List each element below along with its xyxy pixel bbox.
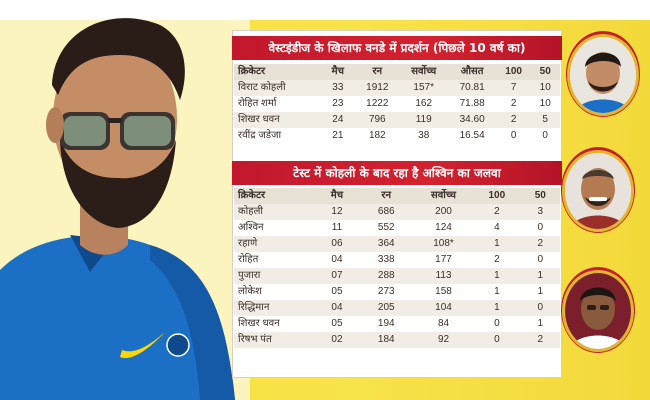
player-avatar-1 bbox=[570, 37, 636, 113]
cell-matches: 04 bbox=[331, 302, 343, 313]
table-row bbox=[234, 96, 560, 112]
column-header-hundreds: 100 bbox=[488, 190, 506, 201]
cell-fifties: 0 bbox=[537, 222, 544, 233]
avatar bbox=[562, 150, 634, 232]
table-row bbox=[234, 316, 560, 332]
cell-fifties: 2 bbox=[537, 334, 544, 345]
cell-hundreds: 2 bbox=[494, 254, 500, 265]
odi-table-title: वेस्टइंडीज के खिलाफ वनडे में प्रदर्शन (पिछले 10 वर्ष का) bbox=[232, 36, 562, 60]
cell-average: 71.88 bbox=[459, 98, 485, 109]
table-row bbox=[234, 252, 560, 268]
cell-runs: 205 bbox=[377, 302, 395, 313]
cell-hundreds: 2 bbox=[494, 206, 500, 217]
cell-cricketer: विराट कोहली bbox=[238, 82, 286, 93]
cell-runs: 552 bbox=[377, 222, 395, 233]
table-row bbox=[234, 268, 560, 284]
cell-cricketer: अश्विन bbox=[238, 222, 264, 233]
cell-hundreds: 0 bbox=[494, 334, 500, 345]
player-avatar-3 bbox=[565, 273, 631, 349]
player-portrait bbox=[0, 0, 250, 400]
table-row bbox=[234, 284, 560, 300]
cell-highest: 124 bbox=[435, 222, 452, 233]
column-header-hundreds: 100 bbox=[505, 66, 522, 77]
test-stats-table bbox=[234, 188, 560, 348]
table-row bbox=[234, 220, 560, 236]
cell-runs: 288 bbox=[377, 270, 395, 281]
table-row bbox=[234, 332, 560, 348]
cell-hundreds: 2 bbox=[510, 98, 517, 109]
column-header-matches: मैच bbox=[331, 66, 345, 77]
column-header-highest: सर्वोच्च bbox=[430, 190, 457, 201]
cell-cricketer: पुजारा bbox=[238, 270, 261, 281]
cell-matches: 21 bbox=[332, 130, 344, 141]
cell-fifties: 10 bbox=[539, 98, 551, 109]
cell-runs: 338 bbox=[377, 254, 395, 265]
cell-matches: 07 bbox=[331, 270, 343, 281]
cell-cricketer: रोहित शर्मा bbox=[238, 98, 277, 109]
cell-fifties: 1 bbox=[537, 318, 544, 329]
cell-cricketer: रोहित bbox=[238, 254, 259, 265]
column-header-highest: सर्वोच्च bbox=[411, 66, 437, 77]
cell-matches: 23 bbox=[332, 98, 344, 109]
cell-cricketer: रिषभ पंत bbox=[238, 334, 272, 345]
table-header-row bbox=[234, 188, 560, 204]
column-header-matches: मैच bbox=[330, 190, 344, 201]
cell-highest: 113 bbox=[435, 270, 452, 281]
cell-hundreds: 0 bbox=[494, 318, 500, 329]
cell-highest: 104 bbox=[435, 302, 452, 313]
cell-runs: 273 bbox=[377, 286, 395, 297]
cell-cricketer: कोहली bbox=[238, 206, 263, 217]
cell-matches: 06 bbox=[331, 238, 343, 249]
cell-highest: 157* bbox=[413, 82, 434, 93]
cell-cricketer: रवींद्र जडेजा bbox=[238, 130, 282, 141]
column-header-fifties: 50 bbox=[539, 66, 551, 77]
cell-matches: 24 bbox=[332, 114, 344, 125]
cell-hundreds: 7 bbox=[510, 82, 517, 93]
cell-highest: 38 bbox=[418, 130, 430, 141]
cell-hundreds: 1 bbox=[494, 270, 500, 281]
cell-hundreds: 1 bbox=[494, 238, 500, 249]
cell-cricketer: रिद्धिमान bbox=[238, 302, 270, 313]
test-table-title: टेस्ट में कोहली के बाद रहा है अश्विन का जलवा bbox=[232, 161, 562, 185]
cell-highest: 200 bbox=[435, 206, 452, 217]
cell-fifties: 5 bbox=[542, 114, 548, 125]
cell-runs: 796 bbox=[368, 114, 386, 125]
cell-fifties: 1 bbox=[537, 286, 544, 297]
column-header-cricketer: क्रिकेटर bbox=[238, 190, 266, 201]
cell-highest: 92 bbox=[437, 334, 450, 345]
cell-hundreds: 4 bbox=[494, 222, 500, 233]
column-header-average: औसत bbox=[460, 66, 484, 77]
table-row bbox=[234, 128, 560, 144]
table-row bbox=[234, 204, 560, 220]
avatar bbox=[562, 270, 634, 352]
cell-matches: 33 bbox=[332, 82, 344, 93]
cell-hundreds: 2 bbox=[510, 114, 517, 125]
cell-fifties: 0 bbox=[542, 130, 548, 141]
cell-highest: 108* bbox=[433, 238, 454, 249]
cell-average: 16.54 bbox=[459, 130, 485, 141]
cell-matches: 05 bbox=[331, 318, 343, 329]
cell-runs: 686 bbox=[377, 206, 395, 217]
cell-runs: 1222 bbox=[366, 98, 389, 109]
table-row bbox=[234, 300, 560, 316]
column-header-fifties: 50 bbox=[534, 190, 546, 201]
avatar bbox=[567, 34, 639, 116]
cell-fifties: 0 bbox=[537, 254, 544, 265]
cell-runs: 364 bbox=[377, 238, 395, 249]
cell-fifties: 0 bbox=[537, 302, 544, 313]
table-row bbox=[234, 236, 560, 252]
cell-cricketer: रहाणे bbox=[238, 238, 258, 249]
cell-highest: 158 bbox=[435, 286, 452, 297]
cell-cricketer: शिखर धवन bbox=[238, 114, 280, 125]
cell-matches: 04 bbox=[331, 254, 343, 265]
cell-runs: 184 bbox=[377, 334, 395, 345]
table-header-row bbox=[234, 64, 560, 80]
cell-cricketer: शिखर धवन bbox=[238, 318, 280, 329]
cell-fifties: 2 bbox=[537, 238, 544, 249]
cell-highest: 177 bbox=[435, 254, 452, 265]
cell-matches: 02 bbox=[331, 334, 343, 345]
cell-fifties: 1 bbox=[537, 270, 544, 281]
column-header-runs: रन bbox=[381, 190, 392, 201]
cell-highest: 84 bbox=[437, 318, 450, 329]
cell-runs: 182 bbox=[368, 130, 386, 141]
cell-highest: 119 bbox=[415, 114, 432, 125]
odi-stats-table bbox=[234, 64, 560, 144]
cell-hundreds: 1 bbox=[494, 286, 500, 297]
cell-hundreds: 0 bbox=[510, 130, 517, 141]
table-row bbox=[234, 112, 560, 128]
cell-highest: 162 bbox=[415, 98, 433, 109]
column-header-cricketer: क्रिकेटर bbox=[238, 66, 266, 77]
column-header-runs: रन bbox=[372, 66, 383, 77]
table-row bbox=[234, 80, 560, 96]
cell-matches: 05 bbox=[331, 286, 343, 297]
cell-runs: 1912 bbox=[366, 82, 389, 93]
cell-cricketer: लोकेश bbox=[238, 286, 262, 297]
player-avatar-2 bbox=[565, 153, 631, 229]
cell-average: 34.60 bbox=[459, 114, 485, 125]
cell-matches: 12 bbox=[331, 206, 343, 217]
cell-matches: 11 bbox=[331, 222, 343, 233]
cell-hundreds: 1 bbox=[494, 302, 500, 313]
cell-fifties: 3 bbox=[537, 206, 544, 217]
cell-average: 70.81 bbox=[459, 82, 485, 93]
cell-fifties: 10 bbox=[539, 82, 551, 93]
cell-runs: 194 bbox=[377, 318, 395, 329]
